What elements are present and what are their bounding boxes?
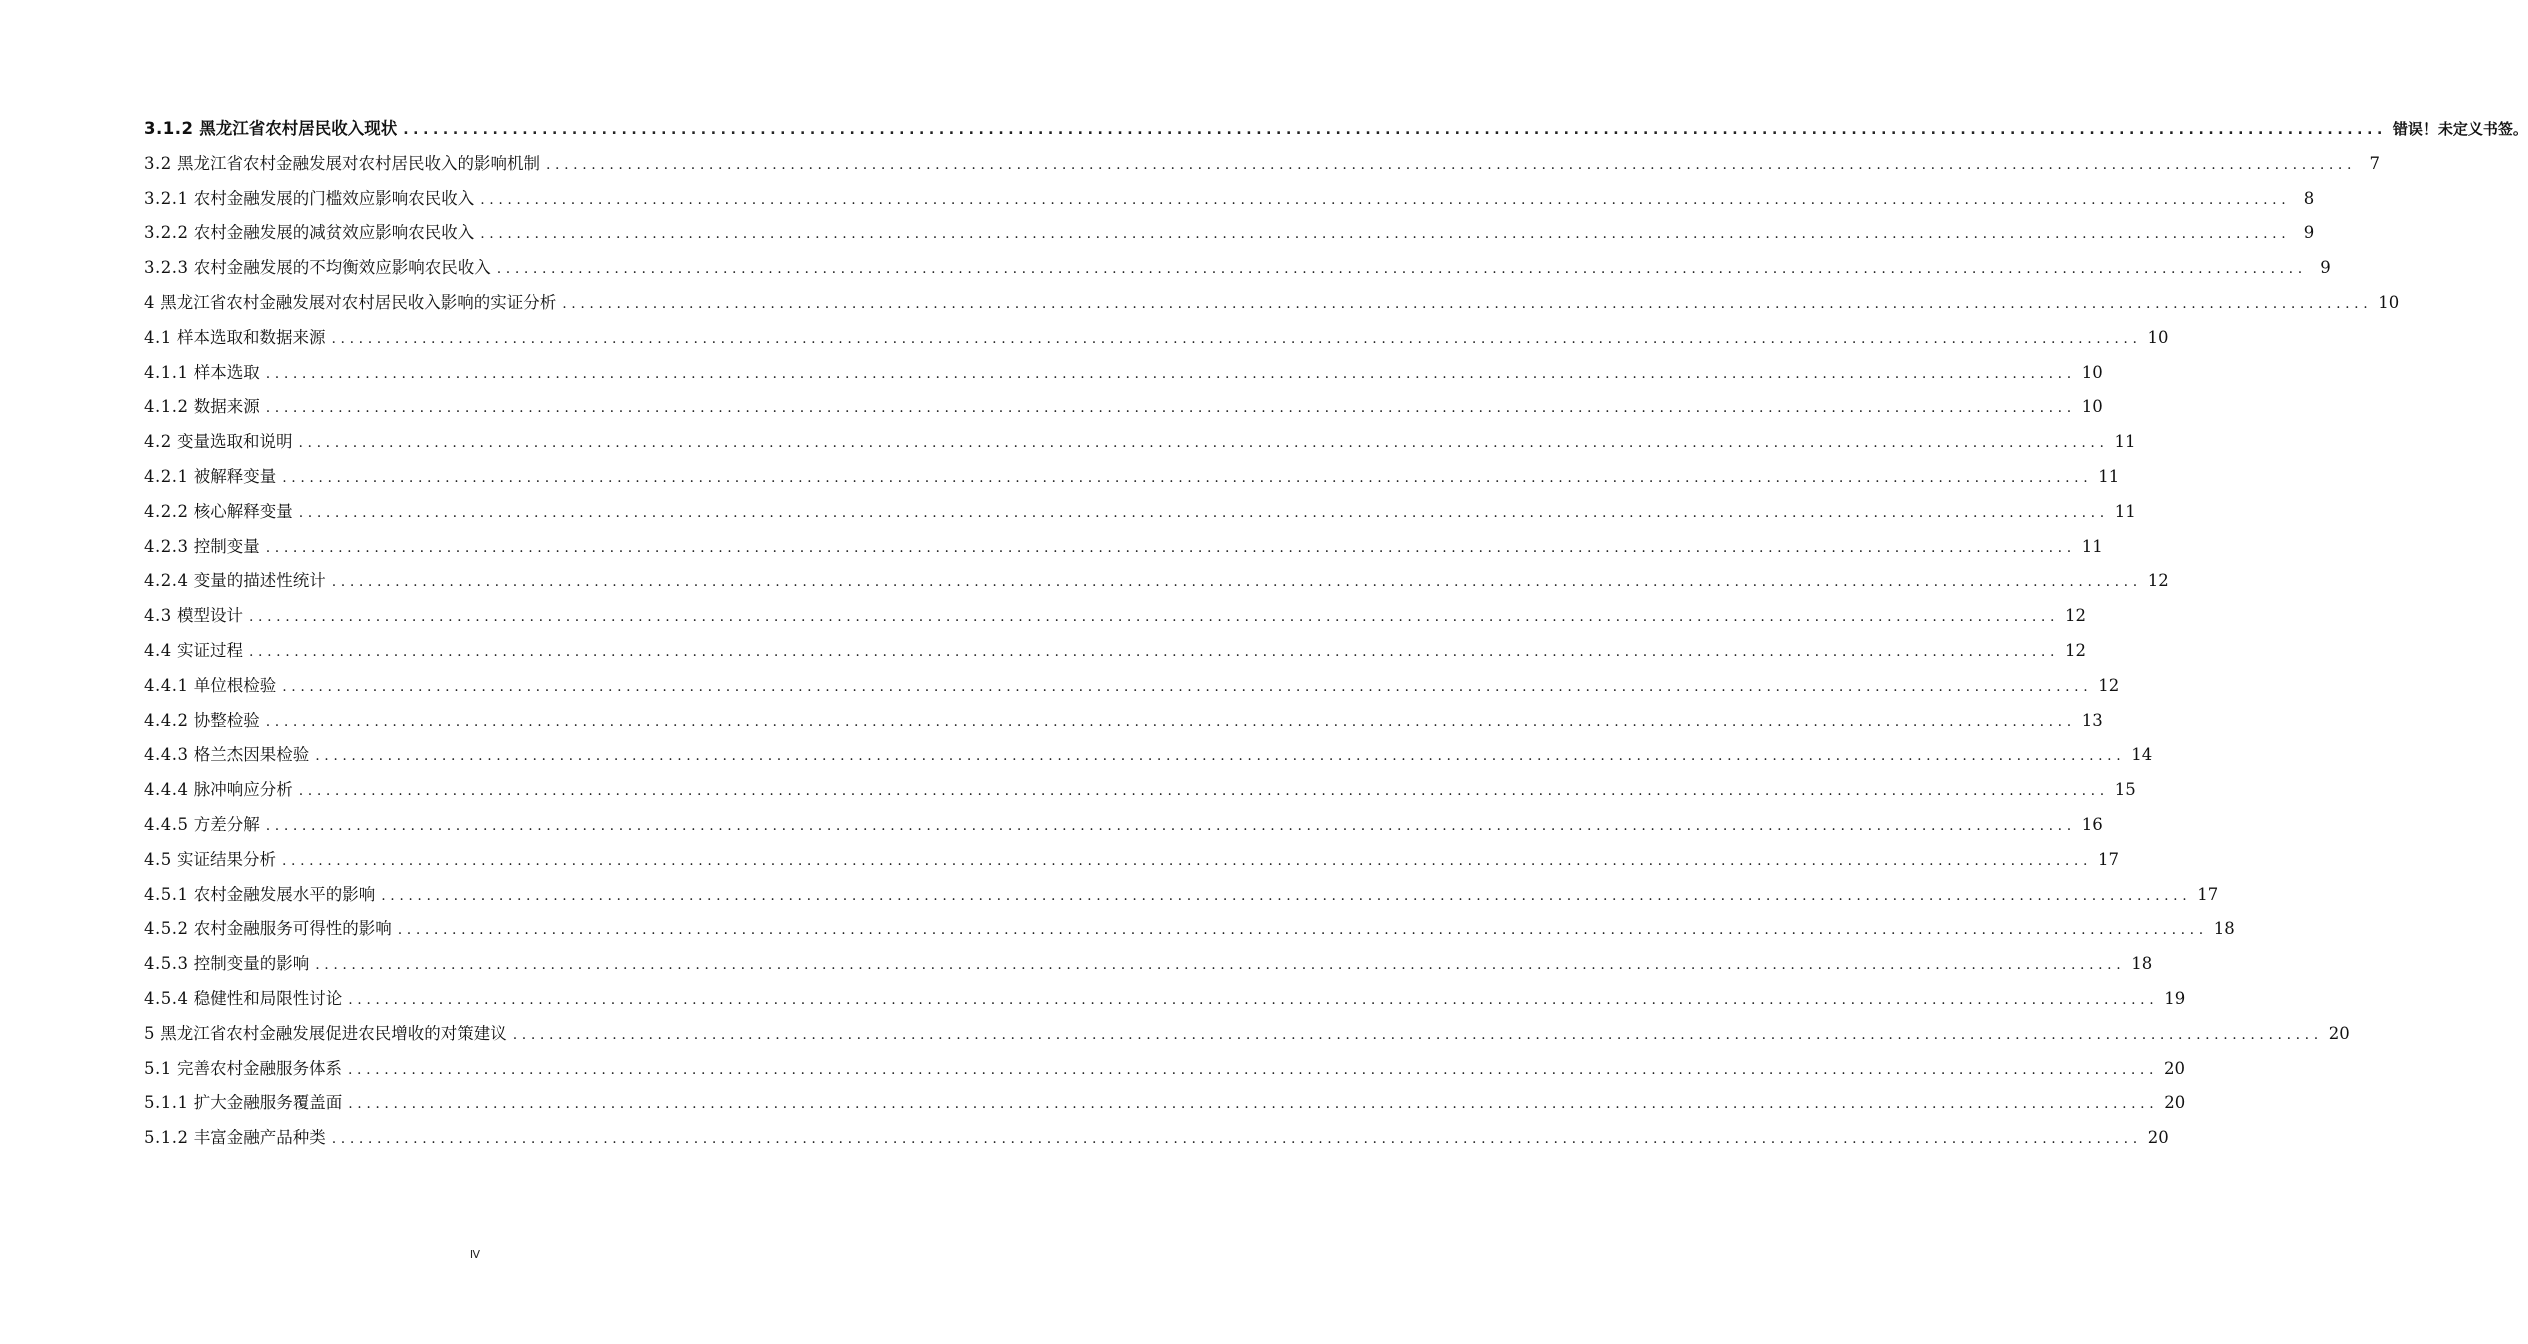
- toc-entry[interactable]: [144, 216, 2315, 251]
- toc-entry-label: [144, 390, 266, 425]
- toc-entry-page: 7: [2369, 153, 2381, 173]
- page-number: Ⅳ: [469, 1249, 481, 1261]
- toc-dot-leader: ........................................................................................................................................................................................................: [298, 504, 2109, 521]
- toc-entry-number: 4.2: [144, 432, 172, 452]
- toc-entry-page: 9: [2320, 258, 2331, 278]
- toc-entry-label: [144, 634, 249, 669]
- toc-entry-label: [144, 912, 398, 947]
- toc-entry[interactable]: [144, 425, 2136, 460]
- toc-entry[interactable]: [144, 530, 2103, 565]
- toc-entry-title: 协整检验: [193, 710, 260, 730]
- toc-entry-label: [144, 982, 348, 1017]
- toc-dot-leader: ........................................................................................................................................................................................................: [331, 330, 2142, 347]
- toc-entry-page: 14: [2131, 745, 2153, 765]
- toc-entry-page: 错误！未定义书签。: [2392, 120, 2528, 138]
- toc-entry-label: [144, 251, 497, 286]
- toc-entry-label: [144, 1052, 348, 1087]
- toc-entry-title: 黑龙江省农村金融发展对农村居民收入影响的实证分析: [160, 292, 557, 312]
- toc-dot-leader: ........................................................................................................................................................................................................: [403, 122, 2387, 138]
- toc-entry-label: [144, 738, 315, 773]
- toc-entry[interactable]: [144, 704, 2103, 739]
- toc-entry-title: 单位根检验: [193, 675, 277, 695]
- toc-entry[interactable]: [144, 390, 2103, 425]
- toc-entry[interactable]: [144, 251, 2331, 286]
- toc-entry-page: 13: [2081, 710, 2103, 730]
- toc-entry-title: 样本选取: [193, 362, 260, 382]
- toc-entry-page: 15: [2114, 780, 2136, 800]
- toc-entry-title: 农村金融发展的不均衡效应影响农民收入: [193, 258, 491, 278]
- toc-entry-number: 4.5.4: [144, 988, 189, 1008]
- toc-entry-number: 4: [144, 292, 155, 312]
- toc-entry-number: 4.1.2: [144, 397, 189, 417]
- toc-entry-label: [144, 460, 282, 495]
- toc-entry-page: 12: [2147, 571, 2169, 591]
- toc-entry-number: 4.1.1: [144, 362, 189, 382]
- toc-entry-page: 10: [2081, 362, 2103, 382]
- toc-entry-number: 5.1.2: [144, 1128, 189, 1148]
- toc-entry[interactable]: [144, 912, 2235, 947]
- toc-dot-leader: ........................................................................................................................................................................................................: [480, 191, 2291, 208]
- toc-entry-number: 5.1: [144, 1058, 172, 1078]
- toc-entry-title: 稳健性和局限性讨论: [193, 988, 343, 1008]
- toc-entry-number: 4.4.1: [144, 675, 189, 695]
- toc-entry[interactable]: [144, 947, 2153, 982]
- toc-entry-page: 9: [2303, 223, 2315, 243]
- toc-entry[interactable]: [144, 808, 2103, 843]
- toc-entry-number: 4.5.2: [144, 919, 189, 939]
- toc-entry-page: 17: [2098, 849, 2120, 869]
- toc-entry-number: 4.2.3: [144, 536, 189, 556]
- toc-entry-label: [144, 878, 381, 913]
- toc-entry-label: [144, 773, 299, 808]
- table-of-contents: [144, 112, 2528, 1156]
- toc-dot-leader: ........................................................................................................................................................................................................: [265, 713, 2076, 730]
- toc-entry-label: [144, 564, 332, 599]
- toc-dot-leader: ........................................................................................................................................................................................................: [331, 574, 2142, 591]
- toc-entry[interactable]: [144, 147, 2381, 182]
- toc-entry-number: 3.2: [144, 153, 172, 173]
- toc-entry[interactable]: [144, 356, 2103, 391]
- toc-entry[interactable]: [144, 982, 2186, 1017]
- toc-entry[interactable]: [144, 1121, 2169, 1156]
- toc-dot-leader: ........................................................................................................................................................................................................: [282, 678, 2093, 695]
- toc-entry-title: 黑龙江省农村金融发展促进农民增收的对策建议: [160, 1023, 507, 1043]
- toc-entry-page: 12: [2065, 640, 2087, 660]
- toc-entry-title: 农村金融服务可得性的影响: [193, 919, 392, 939]
- toc-entry[interactable]: [144, 495, 2136, 530]
- toc-entry-title: 黑龙江省农村金融发展对农村居民收入的影响机制: [177, 153, 540, 173]
- toc-dot-leader: ........................................................................................................................................................................................................: [348, 1061, 2159, 1078]
- toc-entry-title: 实证过程: [177, 640, 243, 660]
- toc-entry[interactable]: [144, 1017, 2350, 1052]
- toc-entry-title: 被解释变量: [193, 466, 277, 486]
- toc-dot-leader: ........................................................................................................................................................................................................: [381, 887, 2192, 904]
- toc-entry-number: 3.1.2: [144, 119, 194, 138]
- toc-entry-page: 11: [2114, 501, 2136, 521]
- toc-entry[interactable]: [144, 321, 2169, 356]
- toc-entry-page: 11: [2081, 536, 2103, 556]
- toc-entry[interactable]: [144, 669, 2120, 704]
- toc-entry-page: 18: [2131, 954, 2153, 974]
- toc-entry-page: 10: [2378, 292, 2400, 312]
- toc-entry-title: 模型设计: [177, 606, 243, 626]
- toc-entry-label: [144, 530, 266, 565]
- toc-dot-leader: ........................................................................................................................................................................................................: [496, 261, 2307, 278]
- toc-dot-leader: ........................................................................................................................................................................................................: [265, 817, 2076, 834]
- toc-dot-leader: ........................................................................................................................................................................................................: [298, 783, 2109, 800]
- toc-entry-number: 4.2.1: [144, 466, 189, 486]
- toc-entry-title: 完善农村金融服务体系: [177, 1058, 342, 1078]
- toc-entry-page: 12: [2098, 675, 2120, 695]
- toc-entry-label: [144, 216, 480, 251]
- toc-entry-label: [144, 669, 282, 704]
- toc-entry-label: [144, 1121, 332, 1156]
- toc-dot-leader: ........................................................................................................................................................................................................: [348, 1096, 2159, 1113]
- toc-entry-label: [144, 286, 562, 321]
- toc-entry-number: 4.4.4: [144, 780, 189, 800]
- toc-entry-label: [144, 599, 249, 634]
- toc-dot-leader: ........................................................................................................................................................................................................: [282, 852, 2093, 869]
- toc-entry-title: 脉冲响应分析: [193, 780, 293, 800]
- toc-entry-title: 黑龙江省农村居民收入现状: [199, 119, 398, 138]
- toc-entry-page: 20: [2147, 1128, 2169, 1148]
- toc-entry-number: 4.2.2: [144, 501, 189, 521]
- toc-entry[interactable]: [144, 1052, 2186, 1087]
- toc-entry[interactable]: [144, 564, 2169, 599]
- toc-entry-number: 5: [144, 1023, 155, 1043]
- toc-entry[interactable]: [144, 460, 2120, 495]
- toc-entry-number: 4.4.2: [144, 710, 189, 730]
- toc-entry-label: [144, 147, 546, 182]
- toc-entry-page: 20: [2164, 1058, 2186, 1078]
- toc-dot-leader: ........................................................................................................................................................................................................: [315, 957, 2126, 974]
- toc-entry[interactable]: [144, 599, 2087, 634]
- toc-entry[interactable]: [144, 843, 2120, 878]
- toc-entry-title: 农村金融发展水平的影响: [193, 884, 376, 904]
- toc-entry-number: 3.2.1: [144, 188, 189, 208]
- toc-entry-label: [144, 182, 480, 217]
- toc-entry-number: 4.5.3: [144, 954, 189, 974]
- toc-entry-label: [144, 1086, 348, 1121]
- toc-entry-number: 4.5.1: [144, 884, 189, 904]
- toc-dot-leader: ........................................................................................................................................................................................................: [562, 295, 2373, 312]
- toc-dot-leader: ........................................................................................................................................................................................................: [249, 609, 2060, 626]
- toc-entry-label: [144, 112, 403, 147]
- toc-entry-title: 核心解释变量: [193, 501, 293, 521]
- toc-entry-label: [144, 356, 266, 391]
- toc-entry-page: 19: [2164, 988, 2186, 1008]
- toc-entry-number: 3.2.2: [144, 223, 189, 243]
- toc-entry-title: 变量的描述性统计: [193, 571, 326, 591]
- toc-entry[interactable]: [144, 878, 2219, 913]
- toc-entry-number: 4.3: [144, 606, 172, 626]
- toc-entry-label: [144, 843, 282, 878]
- toc-entry-title: 控制变量的影响: [193, 954, 310, 974]
- toc-entry-number: 4.4: [144, 640, 172, 660]
- toc-dot-leader: ........................................................................................................................................................................................................: [348, 991, 2159, 1008]
- toc-entry-page: 8: [2303, 188, 2315, 208]
- toc-entry-label: [144, 1017, 513, 1052]
- toc-dot-leader: ........................................................................................................................................................................................................: [282, 469, 2093, 486]
- toc-entry-page: 12: [2065, 606, 2087, 626]
- toc-entry-number: 3.2.3: [144, 258, 189, 278]
- toc-dot-leader: ........................................................................................................................................................................................................: [546, 156, 2357, 173]
- toc-entry[interactable]: [144, 634, 2087, 669]
- toc-entry[interactable]: [144, 286, 2400, 321]
- toc-entry-title: 控制变量: [193, 536, 260, 556]
- toc-entry-page: 16: [2081, 814, 2103, 834]
- toc-entry-number: 4.2.4: [144, 571, 189, 591]
- toc-entry-label: [144, 808, 266, 843]
- toc-entry-title: 格兰杰因果检验: [193, 745, 310, 765]
- toc-dot-leader: ........................................................................................................................................................................................................: [512, 1026, 2323, 1043]
- toc-entry-number: 5.1.1: [144, 1093, 189, 1113]
- toc-entry-title: 扩大金融服务覆盖面: [193, 1093, 343, 1113]
- toc-dot-leader: ........................................................................................................................................................................................................: [265, 400, 2076, 417]
- toc-entry-label: [144, 704, 266, 739]
- toc-entry-label: [144, 425, 299, 460]
- toc-entry[interactable]: [144, 1086, 2186, 1121]
- toc-entry-title: 农村金融发展的减贫效应影响农民收入: [193, 223, 475, 243]
- toc-dot-leader: ........................................................................................................................................................................................................: [265, 365, 2076, 382]
- toc-entry-title: 方差分解: [193, 814, 260, 834]
- toc-entry-title: 样本选取和数据来源: [177, 327, 326, 347]
- toc-entry-label: [144, 321, 332, 356]
- toc-entry-page: 18: [2213, 919, 2235, 939]
- toc-dot-leader: ........................................................................................................................................................................................................: [480, 226, 2291, 243]
- toc-entry-page: 11: [2098, 466, 2120, 486]
- toc-entry-page: 20: [2328, 1023, 2350, 1043]
- toc-entry-page: 11: [2114, 432, 2136, 452]
- toc-entry-title: 变量选取和说明: [177, 432, 293, 452]
- toc-dot-leader: ........................................................................................................................................................................................................: [298, 435, 2109, 452]
- toc-entry-title: 数据来源: [193, 397, 260, 417]
- toc-entry[interactable]: [144, 738, 2153, 773]
- toc-entry-page: 10: [2147, 327, 2169, 347]
- toc-entry-number: 4.4.5: [144, 814, 189, 834]
- toc-dot-leader: ........................................................................................................................................................................................................: [249, 643, 2060, 660]
- toc-entry-label: [144, 495, 299, 530]
- toc-entry[interactable]: [144, 182, 2315, 217]
- toc-dot-leader: ........................................................................................................................................................................................................: [331, 1131, 2142, 1148]
- toc-entry-number: 4.5: [144, 849, 172, 869]
- toc-entry[interactable]: [144, 773, 2136, 808]
- toc-entry-page: 20: [2164, 1093, 2186, 1113]
- toc-dot-leader: ........................................................................................................................................................................................................: [265, 539, 2076, 556]
- toc-entry-number: 4.4.3: [144, 745, 189, 765]
- toc-entry-number: 4.1: [144, 327, 172, 347]
- toc-entry-label: [144, 947, 315, 982]
- toc-entry-title: 实证结果分析: [177, 849, 276, 869]
- toc-dot-leader: ........................................................................................................................................................................................................: [397, 922, 2208, 939]
- toc-entry-page: 10: [2081, 397, 2103, 417]
- toc-entry[interactable]: [144, 112, 2528, 147]
- toc-entry-title: 丰富金融产品种类: [193, 1128, 326, 1148]
- toc-entry-title: 农村金融发展的门槛效应影响农民收入: [193, 188, 475, 208]
- toc-dot-leader: ........................................................................................................................................................................................................: [315, 748, 2126, 765]
- toc-entry-page: 17: [2197, 884, 2219, 904]
